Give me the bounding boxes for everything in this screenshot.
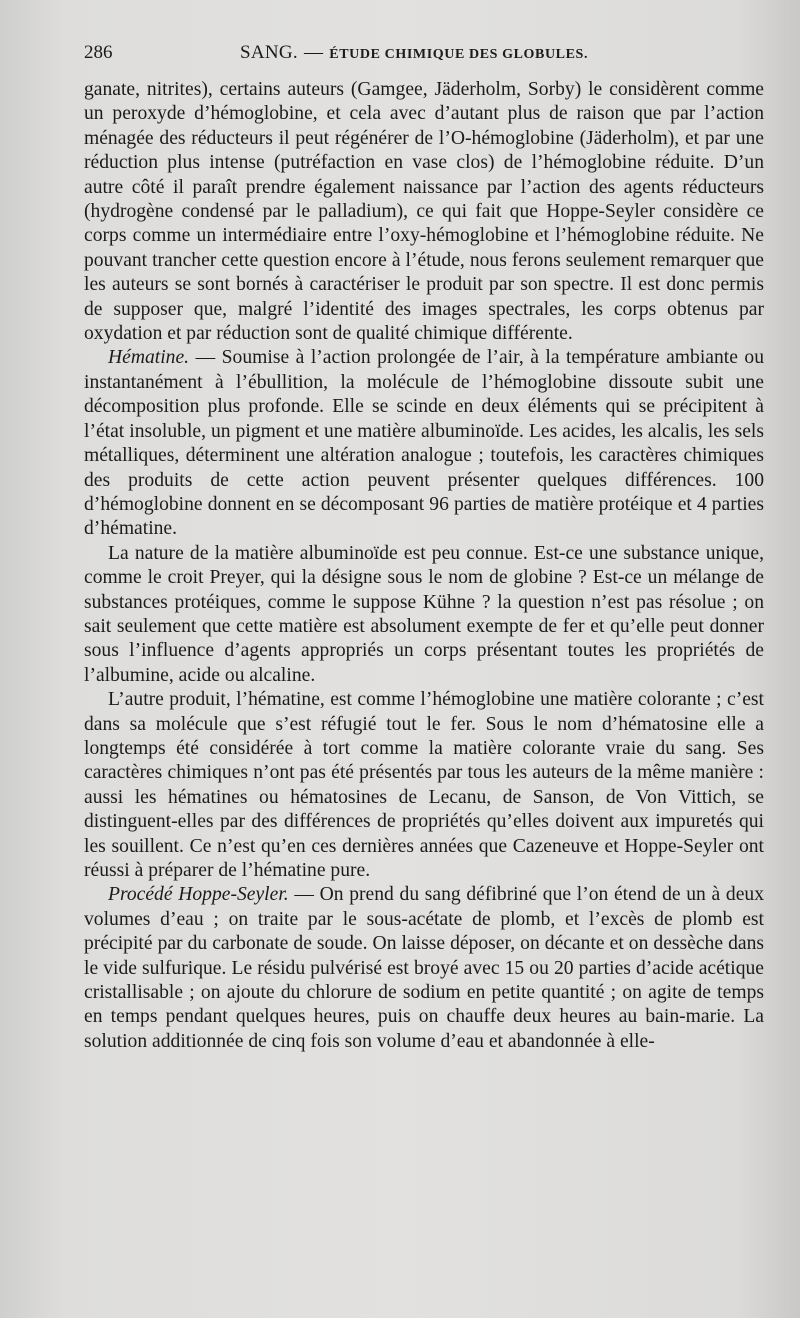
- paragraph-continuation: ganate, nitrites), certains auteurs (Gamgee, Jäderholm, Sorby) le considèrent comme un peroxyde d’hémoglobine, et cela avec d’autant plus de raison que par l’action ménagée des réducteurs il peut régénérer de l’O-hémoglobine (Jäderholm), et par une réduction plus intense (putréfaction en vase clos) de l’hémoglobine réduite. D’un autre côté il paraît prendre également naissance par l’action des agents réducteurs (hydrogène condensé par le palladium), ce qui fait que Hoppe-Seyler considère ce corps comme un intermédiaire entre l’oxy-hémoglobine et l’hémoglobine réduite. Ne pouvant trancher cette question encore à l’étude, nous ferons seulement remarquer que les auteurs se sont bornés à caractériser le produit par son spectre. Il est donc permis de supposer que, malgré l’identité des images spectrales, les corps obtenus par oxydation et par réduction sont de qualité chimique différente.: [84, 79, 764, 345]
- section-heading-procede: Procédé Hoppe-Seyler.: [108, 884, 289, 906]
- paragraph-hematine-text: — Soumise à l’action prolongée de l’air, à la température ambiante ou instantanément à l’ébullition, la molécule de l’hémoglobine dissoute subit une décomposition plus profonde. Elle se scinde en deux éléments qui se précipitent à l’état insoluble, un pigment et une matière albuminoïde. Les acides, les alcalis, les sels métalliques, déterminent une altération analogue ; toutefois, les caractères chimiques des produits de cette action peuvent présenter quelques différences. 100 d’hémoglobine donnent en se décomposant 96 parties de matière protéique et 4 parties d’hématine.: [84, 347, 764, 540]
- running-title: [240, 42, 588, 64]
- paragraph-hematine: [84, 346, 764, 541]
- running-title-subtitle: ÉTUDE CHIMIQUE DES GLOBULES.: [329, 47, 589, 62]
- running-title-main: SANG.: [240, 42, 298, 63]
- section-heading-hematine: Hématine.: [108, 347, 190, 369]
- paragraph-other-product: L’autre produit, l’hématine, est comme l’hémoglobine une matière colorante ; c’est dans sa molécule que s’est réfugié tout le fer. Sous le nom d’hématosine elle a longtemps été considérée à tort comme la matière colorante vraie du sang. Ses caractères chimiques n’ont pas été présentés par tous les auteurs de la même manière : aussi les hématines ou hématosines de Lecanu, de Sanson, de Von Vittich, se distinguent-elles par des différences de propriétés qu’elles doivent aux impuretés qui les souillent. Ce n’est qu’en ces dernières années que Cazeneuve et Hoppe-Seyler ont réussi à préparer de l’hématine pure.: [84, 689, 764, 881]
- page-header: [84, 42, 764, 72]
- paragraph-hoppe-seyler-text: — On prend du sang défibriné que l’on étend de un à deux volumes d’eau ; on traite par le sous-acétate de plomb, et l’excès de plomb est précipité par du carbonate de soude. On laisse déposer, on décante et on dessèche dans le vide sulfurique. Le résidu pulvérisé est broyé avec 15 ou 20 parties d’acide acétique cristallisable ; on ajoute du chlorure de sodium en petite quantité ; on agite de temps en temps pendant quelques heures, puis on chauffe deux heures au bain-marie. La solution additionnée de cinq fois son volume d’eau et abandonnée à elle-: [84, 884, 764, 1052]
- page-number: 286: [84, 42, 113, 63]
- paragraph-hoppe-seyler: [84, 883, 764, 1054]
- paragraph-albuminoid: La nature de la matière albuminoïde est peu connue. Est-ce une substance unique, comme le croit Preyer, qui la désigne sous le nom de globine ? Est-ce un mélange de substances protéiques, comme le suppose Kühne ? la question n’est pas résolue ; on sait seulement que cette matière est absolument exempte de fer et qu’elle peut donner sous l’influence d’agents appropriés un corps présentant toutes les propriétés de l’albumine, acide ou alcaline.: [84, 542, 764, 686]
- body-text: [84, 78, 764, 1054]
- running-title-separator: —: [303, 42, 324, 63]
